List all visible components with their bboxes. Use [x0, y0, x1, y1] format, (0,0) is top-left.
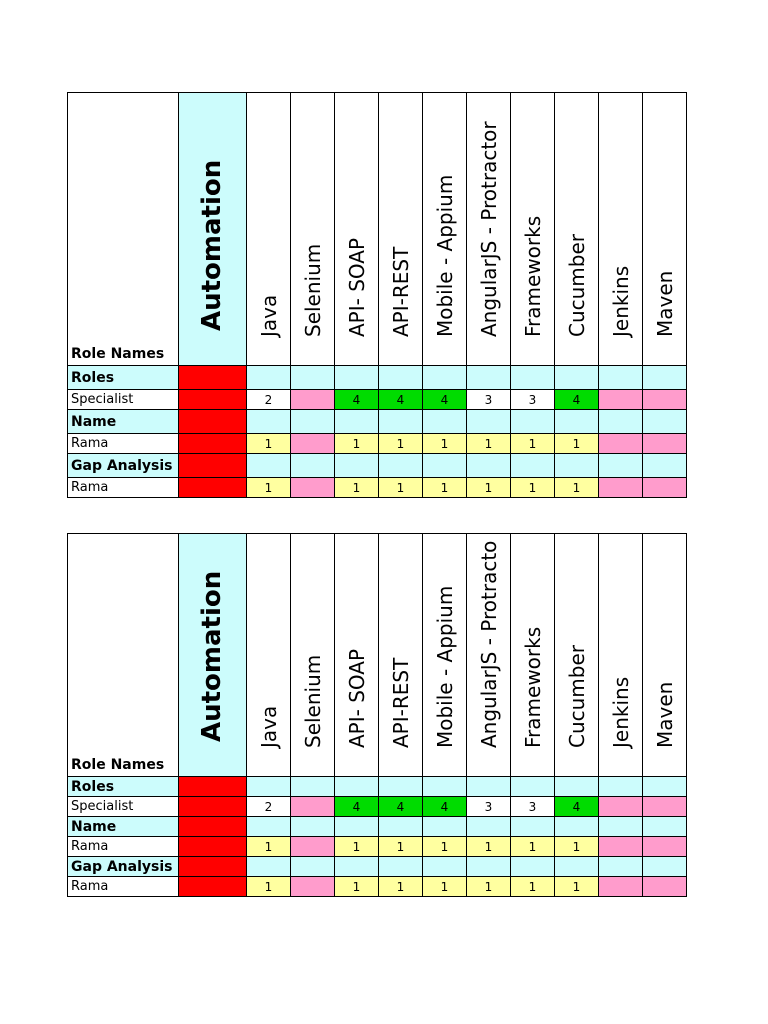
section-title-row — [68, 410, 687, 434]
skill-level-cell: 1 — [555, 877, 599, 897]
section-spacer-cell — [599, 366, 643, 390]
skill-level-cell: 1 — [335, 837, 379, 857]
skill-label: Jenkins — [608, 265, 633, 337]
skill-label: AngularJS - Protracto — [476, 540, 501, 748]
skill-level-cell: 1 — [423, 837, 467, 857]
automation-cell — [179, 877, 247, 897]
skill-label: Frameworks — [520, 626, 545, 748]
row-label: Rama — [68, 837, 179, 857]
row-label: Rama — [68, 877, 179, 897]
role-names-header: Role Names — [68, 534, 179, 777]
skill-level-cell: 1 — [467, 434, 511, 454]
automation-cell — [179, 454, 247, 478]
header-row — [68, 93, 687, 366]
table-row — [68, 390, 687, 410]
skill-label: Maven — [652, 270, 677, 337]
section-spacer-cell — [599, 817, 643, 837]
section-spacer-cell — [335, 857, 379, 877]
section-spacer-cell — [335, 817, 379, 837]
header-row — [68, 534, 687, 777]
skill-level-cell: 1 — [511, 478, 555, 498]
section-spacer-cell — [511, 777, 555, 797]
skill-level-cell — [599, 877, 643, 897]
skill-level-cell — [291, 390, 335, 410]
skill-level-cell — [599, 478, 643, 498]
section-title: Roles — [68, 777, 179, 797]
automation-cell — [179, 410, 247, 434]
section-spacer-cell — [555, 410, 599, 434]
skill-level-cell — [599, 434, 643, 454]
skill-column-header — [511, 534, 555, 777]
section-spacer-cell — [291, 366, 335, 390]
section-title: Gap Analysis — [68, 857, 179, 877]
row-label: Specialist — [68, 390, 179, 410]
skill-level-cell — [291, 877, 335, 897]
section-title: Gap Analysis — [68, 454, 179, 478]
section-spacer-cell — [423, 857, 467, 877]
skill-level-cell — [643, 837, 687, 857]
section-spacer-cell — [555, 817, 599, 837]
skill-level-cell — [643, 390, 687, 410]
skill-level-cell — [599, 797, 643, 817]
section-spacer-cell — [643, 817, 687, 837]
skill-label: Mobile - Appium — [432, 174, 457, 337]
skill-level-cell: 1 — [423, 478, 467, 498]
skill-label: Java — [256, 705, 281, 748]
section-spacer-cell — [247, 777, 291, 797]
skill-column-header — [467, 534, 511, 777]
section-spacer-cell — [423, 454, 467, 478]
section-spacer-cell — [379, 817, 423, 837]
automation-cell — [179, 390, 247, 410]
skill-matrix-table — [67, 92, 687, 498]
section-spacer-cell — [467, 817, 511, 837]
skill-level-cell: 1 — [511, 837, 555, 857]
section-spacer-cell — [423, 410, 467, 434]
table-row — [68, 837, 687, 857]
skill-level-cell: 1 — [335, 478, 379, 498]
section-title: Name — [68, 410, 179, 434]
skill-column-header — [379, 534, 423, 777]
section-spacer-cell — [599, 410, 643, 434]
automation-cell — [179, 857, 247, 877]
skill-level-cell: 1 — [555, 434, 599, 454]
automation-cell — [179, 366, 247, 390]
section-spacer-cell — [291, 454, 335, 478]
skill-column-header — [555, 534, 599, 777]
skill-column-header — [291, 93, 335, 366]
automation-label: Automation — [196, 570, 227, 742]
skill-label: Cucumber — [564, 233, 589, 337]
section-spacer-cell — [511, 366, 555, 390]
section-spacer-cell — [335, 366, 379, 390]
automation-cell — [179, 434, 247, 454]
section-spacer-cell — [335, 454, 379, 478]
skill-level-cell: 1 — [467, 478, 511, 498]
row-label: Rama — [68, 434, 179, 454]
skill-matrix-table — [67, 533, 687, 897]
section-title-row — [68, 817, 687, 837]
skill-level-cell: 3 — [511, 390, 555, 410]
skill-label: Selenium — [300, 654, 325, 748]
skill-level-cell: 4 — [423, 797, 467, 817]
skill-label: Jenkins — [608, 676, 633, 748]
table-row — [68, 434, 687, 454]
skill-level-cell: 1 — [379, 434, 423, 454]
skill-level-cell: 3 — [467, 390, 511, 410]
automation-label: Automation — [196, 159, 227, 331]
skill-label: Mobile - Appium — [432, 585, 457, 748]
skill-label: API-REST — [388, 246, 413, 337]
skill-level-cell — [599, 390, 643, 410]
skill-level-cell: 1 — [423, 877, 467, 897]
skill-level-cell: 1 — [379, 478, 423, 498]
section-spacer-cell — [555, 857, 599, 877]
section-title-row — [68, 857, 687, 877]
section-spacer-cell — [599, 777, 643, 797]
skill-level-cell — [643, 877, 687, 897]
skill-level-cell: 1 — [511, 877, 555, 897]
automation-group-header — [179, 534, 247, 777]
table-row — [68, 797, 687, 817]
section-spacer-cell — [379, 366, 423, 390]
skill-level-cell: 2 — [247, 797, 291, 817]
skill-level-cell: 4 — [423, 390, 467, 410]
section-spacer-cell — [599, 454, 643, 478]
skill-level-cell: 1 — [467, 837, 511, 857]
skill-level-cell: 3 — [511, 797, 555, 817]
section-spacer-cell — [555, 777, 599, 797]
section-spacer-cell — [423, 366, 467, 390]
section-spacer-cell — [467, 366, 511, 390]
section-spacer-cell — [467, 857, 511, 877]
skill-level-cell — [291, 478, 335, 498]
skill-label: Maven — [652, 681, 677, 748]
skill-column-header — [335, 93, 379, 366]
skill-matrix-sheet-2 — [67, 533, 686, 897]
skill-level-cell — [599, 837, 643, 857]
automation-cell — [179, 797, 247, 817]
skill-level-cell: 2 — [247, 390, 291, 410]
skill-label: API-REST — [388, 657, 413, 748]
section-spacer-cell — [247, 454, 291, 478]
skill-level-cell — [291, 797, 335, 817]
section-title-row — [68, 777, 687, 797]
skill-column-header — [599, 93, 643, 366]
table-row — [68, 877, 687, 897]
section-spacer-cell — [379, 454, 423, 478]
skill-label: Java — [256, 294, 281, 337]
section-spacer-cell — [379, 857, 423, 877]
skill-level-cell — [643, 797, 687, 817]
section-spacer-cell — [511, 857, 555, 877]
skill-level-cell: 4 — [555, 390, 599, 410]
section-spacer-cell — [511, 817, 555, 837]
skill-level-cell — [291, 837, 335, 857]
section-spacer-cell — [379, 777, 423, 797]
skill-column-header — [291, 534, 335, 777]
skill-column-header — [467, 93, 511, 366]
skill-matrix-sheet-1 — [67, 92, 686, 498]
section-spacer-cell — [247, 817, 291, 837]
section-spacer-cell — [599, 857, 643, 877]
skill-level-cell: 1 — [247, 478, 291, 498]
skill-level-cell — [643, 434, 687, 454]
section-spacer-cell — [291, 777, 335, 797]
section-spacer-cell — [247, 410, 291, 434]
section-title-row — [68, 366, 687, 390]
automation-cell — [179, 777, 247, 797]
skill-column-header — [643, 534, 687, 777]
automation-cell — [179, 817, 247, 837]
skill-level-cell: 1 — [379, 837, 423, 857]
automation-group-header — [179, 93, 247, 366]
automation-cell — [179, 478, 247, 498]
skill-column-header — [643, 93, 687, 366]
skill-level-cell: 4 — [335, 797, 379, 817]
skill-level-cell: 1 — [555, 478, 599, 498]
section-spacer-cell — [291, 817, 335, 837]
skill-level-cell: 1 — [247, 837, 291, 857]
skill-level-cell: 1 — [511, 434, 555, 454]
skill-level-cell: 1 — [423, 434, 467, 454]
skill-label: API- SOAP — [344, 648, 369, 748]
section-title: Name — [68, 817, 179, 837]
skill-level-cell: 4 — [555, 797, 599, 817]
skill-label: API- SOAP — [344, 237, 369, 337]
section-spacer-cell — [643, 410, 687, 434]
section-spacer-cell — [643, 366, 687, 390]
section-title-row — [68, 454, 687, 478]
skill-column-header — [423, 534, 467, 777]
section-spacer-cell — [467, 777, 511, 797]
skill-level-cell: 4 — [379, 390, 423, 410]
skill-label: Frameworks — [520, 215, 545, 337]
skill-column-header — [555, 93, 599, 366]
section-spacer-cell — [555, 454, 599, 478]
section-spacer-cell — [335, 777, 379, 797]
section-spacer-cell — [555, 366, 599, 390]
section-spacer-cell — [247, 366, 291, 390]
section-spacer-cell — [643, 454, 687, 478]
skill-level-cell: 1 — [379, 877, 423, 897]
automation-cell — [179, 837, 247, 857]
section-spacer-cell — [291, 857, 335, 877]
section-spacer-cell — [379, 410, 423, 434]
section-spacer-cell — [247, 857, 291, 877]
skill-level-cell — [291, 434, 335, 454]
skill-level-cell: 1 — [467, 877, 511, 897]
section-spacer-cell — [423, 777, 467, 797]
skill-column-header — [335, 534, 379, 777]
skill-level-cell: 4 — [379, 797, 423, 817]
skill-level-cell: 4 — [335, 390, 379, 410]
skill-level-cell: 1 — [555, 837, 599, 857]
section-spacer-cell — [511, 454, 555, 478]
skill-label: Selenium — [300, 243, 325, 337]
skill-level-cell: 1 — [247, 434, 291, 454]
section-spacer-cell — [643, 777, 687, 797]
skill-level-cell — [643, 478, 687, 498]
skill-level-cell: 1 — [247, 877, 291, 897]
skill-column-header — [379, 93, 423, 366]
table-row — [68, 478, 687, 498]
skill-level-cell: 1 — [335, 434, 379, 454]
skill-column-header — [599, 534, 643, 777]
skill-label: Cucumber — [564, 644, 589, 748]
section-spacer-cell — [467, 454, 511, 478]
skill-column-header — [423, 93, 467, 366]
skill-level-cell: 1 — [335, 877, 379, 897]
row-label: Rama — [68, 478, 179, 498]
skill-level-cell: 3 — [467, 797, 511, 817]
section-spacer-cell — [291, 410, 335, 434]
section-spacer-cell — [511, 410, 555, 434]
skill-column-header — [247, 534, 291, 777]
role-names-header: Role Names — [68, 93, 179, 366]
section-spacer-cell — [423, 817, 467, 837]
skill-column-header — [511, 93, 555, 366]
skill-column-header — [247, 93, 291, 366]
section-spacer-cell — [335, 410, 379, 434]
row-label: Specialist — [68, 797, 179, 817]
skill-label: AngularJS - Protractor — [476, 121, 501, 337]
section-spacer-cell — [643, 857, 687, 877]
section-spacer-cell — [467, 410, 511, 434]
section-title: Roles — [68, 366, 179, 390]
